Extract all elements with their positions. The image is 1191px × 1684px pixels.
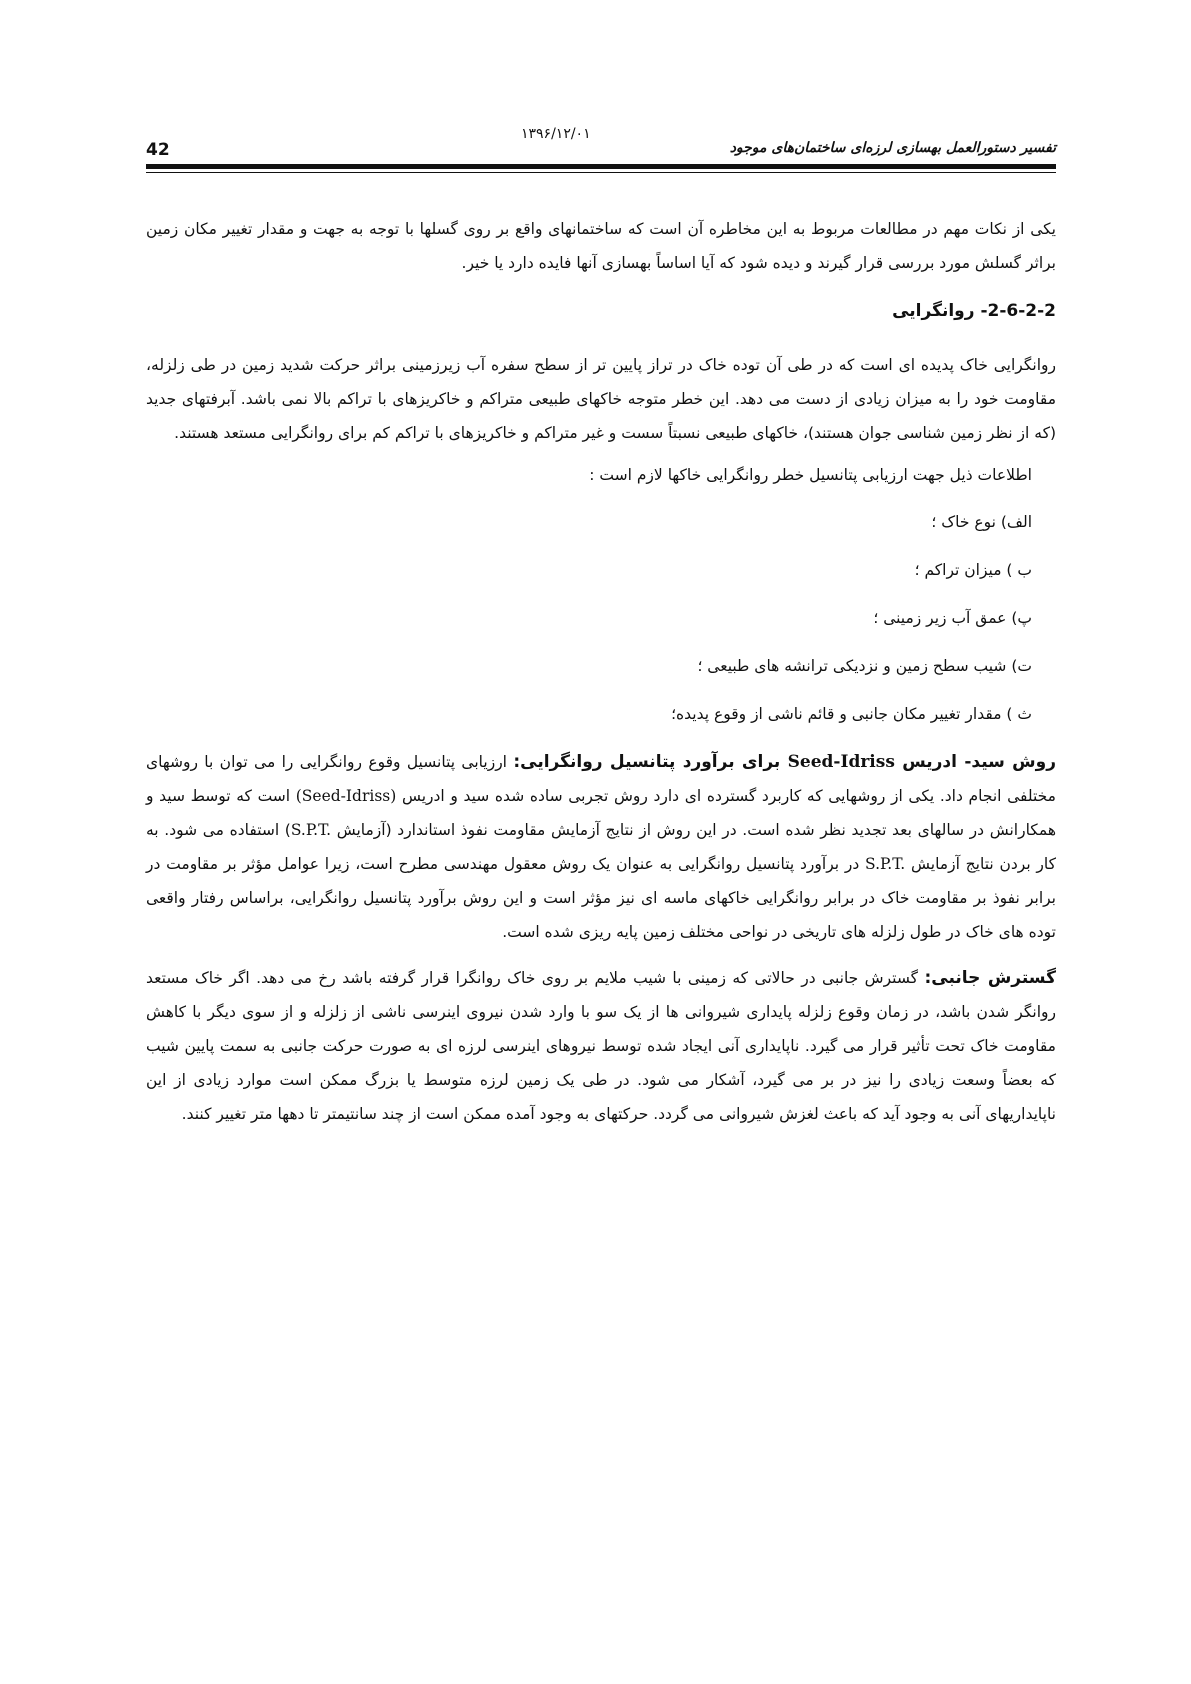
method-body-3: ) استفاده می شود. به کار بردن نتایج آزمایش — [146, 821, 1056, 873]
lead-text-2: برای برآورد پتانسیل روانگرایی: — [513, 752, 788, 772]
method-latin-3: S.P.T. — [865, 855, 906, 873]
section-title: روانگرایی — [892, 301, 975, 321]
header-rule-thin — [146, 172, 1056, 173]
section-number: 2-6-2-2- — [980, 301, 1056, 321]
list-item: ث ) مقدار تغییر مکان جانبی و قائم ناشی از وقوع پدیده؛ — [671, 705, 1032, 723]
section-heading — [146, 296, 1056, 326]
header-rule-thick — [146, 164, 1056, 169]
lateral-spread-body: گسترش جانبی در حالاتی که زمینی با شیب ملایم بر روی خاک روانگرا قرار گرفته باشد رخ می دهد. اگر خاک مستعد روانگر شدن باشد، در زمان وقوع زلزله پایداری شیروانی ها از یک سو با وارد شدن نیروی اینرسی ناشی از زلزله و از سوی دیگر با کاهش مقاومت خاک تحت تأثیر قرار می گیرد. ناپایداری آنی ایجاد شده توسط نیروهای اینرسی لرزه ای به صورت حرکت جانبی به سمت پایین شیب که بعضاً وسعت زیادی را نیز در بر می گیرد، آشکار می شود. در طی یک زمین لرزه متوسط یا بزرگ ممکن است موارد زیادی از این ناپایداریهای آنی به وجود آید که باعث لغزش شیروانی می گردد. حرکتهای به وجود آمده ممکن است از چند سانتیمتر تا دهها متر تغییر کنند. — [146, 969, 1056, 1123]
lateral-spread-lead: گسترش جانبی: — [924, 968, 1056, 988]
method-body-4: در برآورد پتانسیل روانگرایی به عنوان یک روش معقول مهندسی مطرح است، زیرا عوامل مؤثر بر مقاومت در برابر نفوذ بر مقاومت خاک در برابر روانگرایی خاکهای ماسه ای نیز مؤثر است و این روش برآورد پتانسیل روانگرایی، براساس رفتار واقعی توده های خاک در طول زلزله های تاریخی در نواحی مختلف زمین پایه ریزی شده است. — [146, 855, 1056, 941]
seed-idriss-lead — [513, 752, 1056, 772]
list-item: پ) عمق آب زیر زمینی ؛ — [873, 609, 1032, 627]
intro-paragraph: یکی از نکات مهم در مطالعات مربوط به این مخاطره آن است که ساختمانهای واقع بر روی گسلها با توجه به جهت و مقدار تغییر مکان زمین براثر گسلش مورد بررسی قرار گیرند و دیده شود که آیا اساساً بهسازی آنها فایده دارد یا خیر. — [146, 220, 1056, 272]
page-header — [146, 126, 1056, 166]
method-body-2: است که توسط سید و همکارانش در سالهای بعد تجدید نظر شده است. در این روش از نتایج آزمایش مقاومت نفوذ استاندارد (آزمایش — [146, 787, 1056, 839]
seed-idriss-paragraph — [146, 745, 1056, 949]
list-intro: اطلاعات ذیل جهت ارزیابی پتانسیل خطر روانگرایی خاکها لازم است : — [589, 466, 1032, 484]
running-title: تفسیر دستورالعمل بهسازی لرزه‌ای ساختمان‌های موجود — [729, 140, 1056, 156]
list-item: الف) نوع خاک ؛ — [931, 513, 1032, 531]
method-body-1: ارزیابی پتانسیل وقوع روانگرایی را می توان با روشهای مختلفی انجام داد. یکی از روشهایی که کاربرد گسترده ای دارد روش تجربی ساده شده سید و ادریس — [146, 753, 1056, 805]
list-item: ت) شیب سطح زمین و نزدیکی ترانشه های طبیعی ؛ — [697, 657, 1032, 675]
liquefaction-paragraph: روانگرایی خاک پدیده ای است که در طی آن توده خاک در تراز پایین تر از سطح سفره آب زیرزمینی براثر حرکت شدید زمین در طی زلزله، مقاومت خود را به میزان زیادی از دست می دهد. این خطر متوجه خاکهای طبیعی متراکم و خاکریزهای با تراکم بالا نمی باشد. آبرفتهای جدید (که از نظر زمین شناسی جوان هستند)، خاکهای طبیعی نسبتاً سست و غیر متراکم و خاکریزهای با تراکم کم برای روانگرایی مستعد هستند. — [146, 356, 1056, 442]
lead-text-1: روش سید- ادریس — [894, 752, 1056, 772]
list-item: ب ) میزان تراکم ؛ — [914, 561, 1032, 579]
page-number: 42 — [146, 140, 170, 160]
requirements-list — [146, 505, 1056, 731]
page-body — [146, 212, 1056, 1131]
method-latin-2: S.P.T. — [290, 821, 332, 839]
header-date: ۱۳۹۶/۱۲/۰۱ — [521, 126, 591, 142]
method-latin-1: (Seed-Idriss) — [295, 787, 397, 805]
lead-latin: Seed-Idriss — [787, 752, 895, 772]
lateral-spread-paragraph — [146, 961, 1056, 1131]
